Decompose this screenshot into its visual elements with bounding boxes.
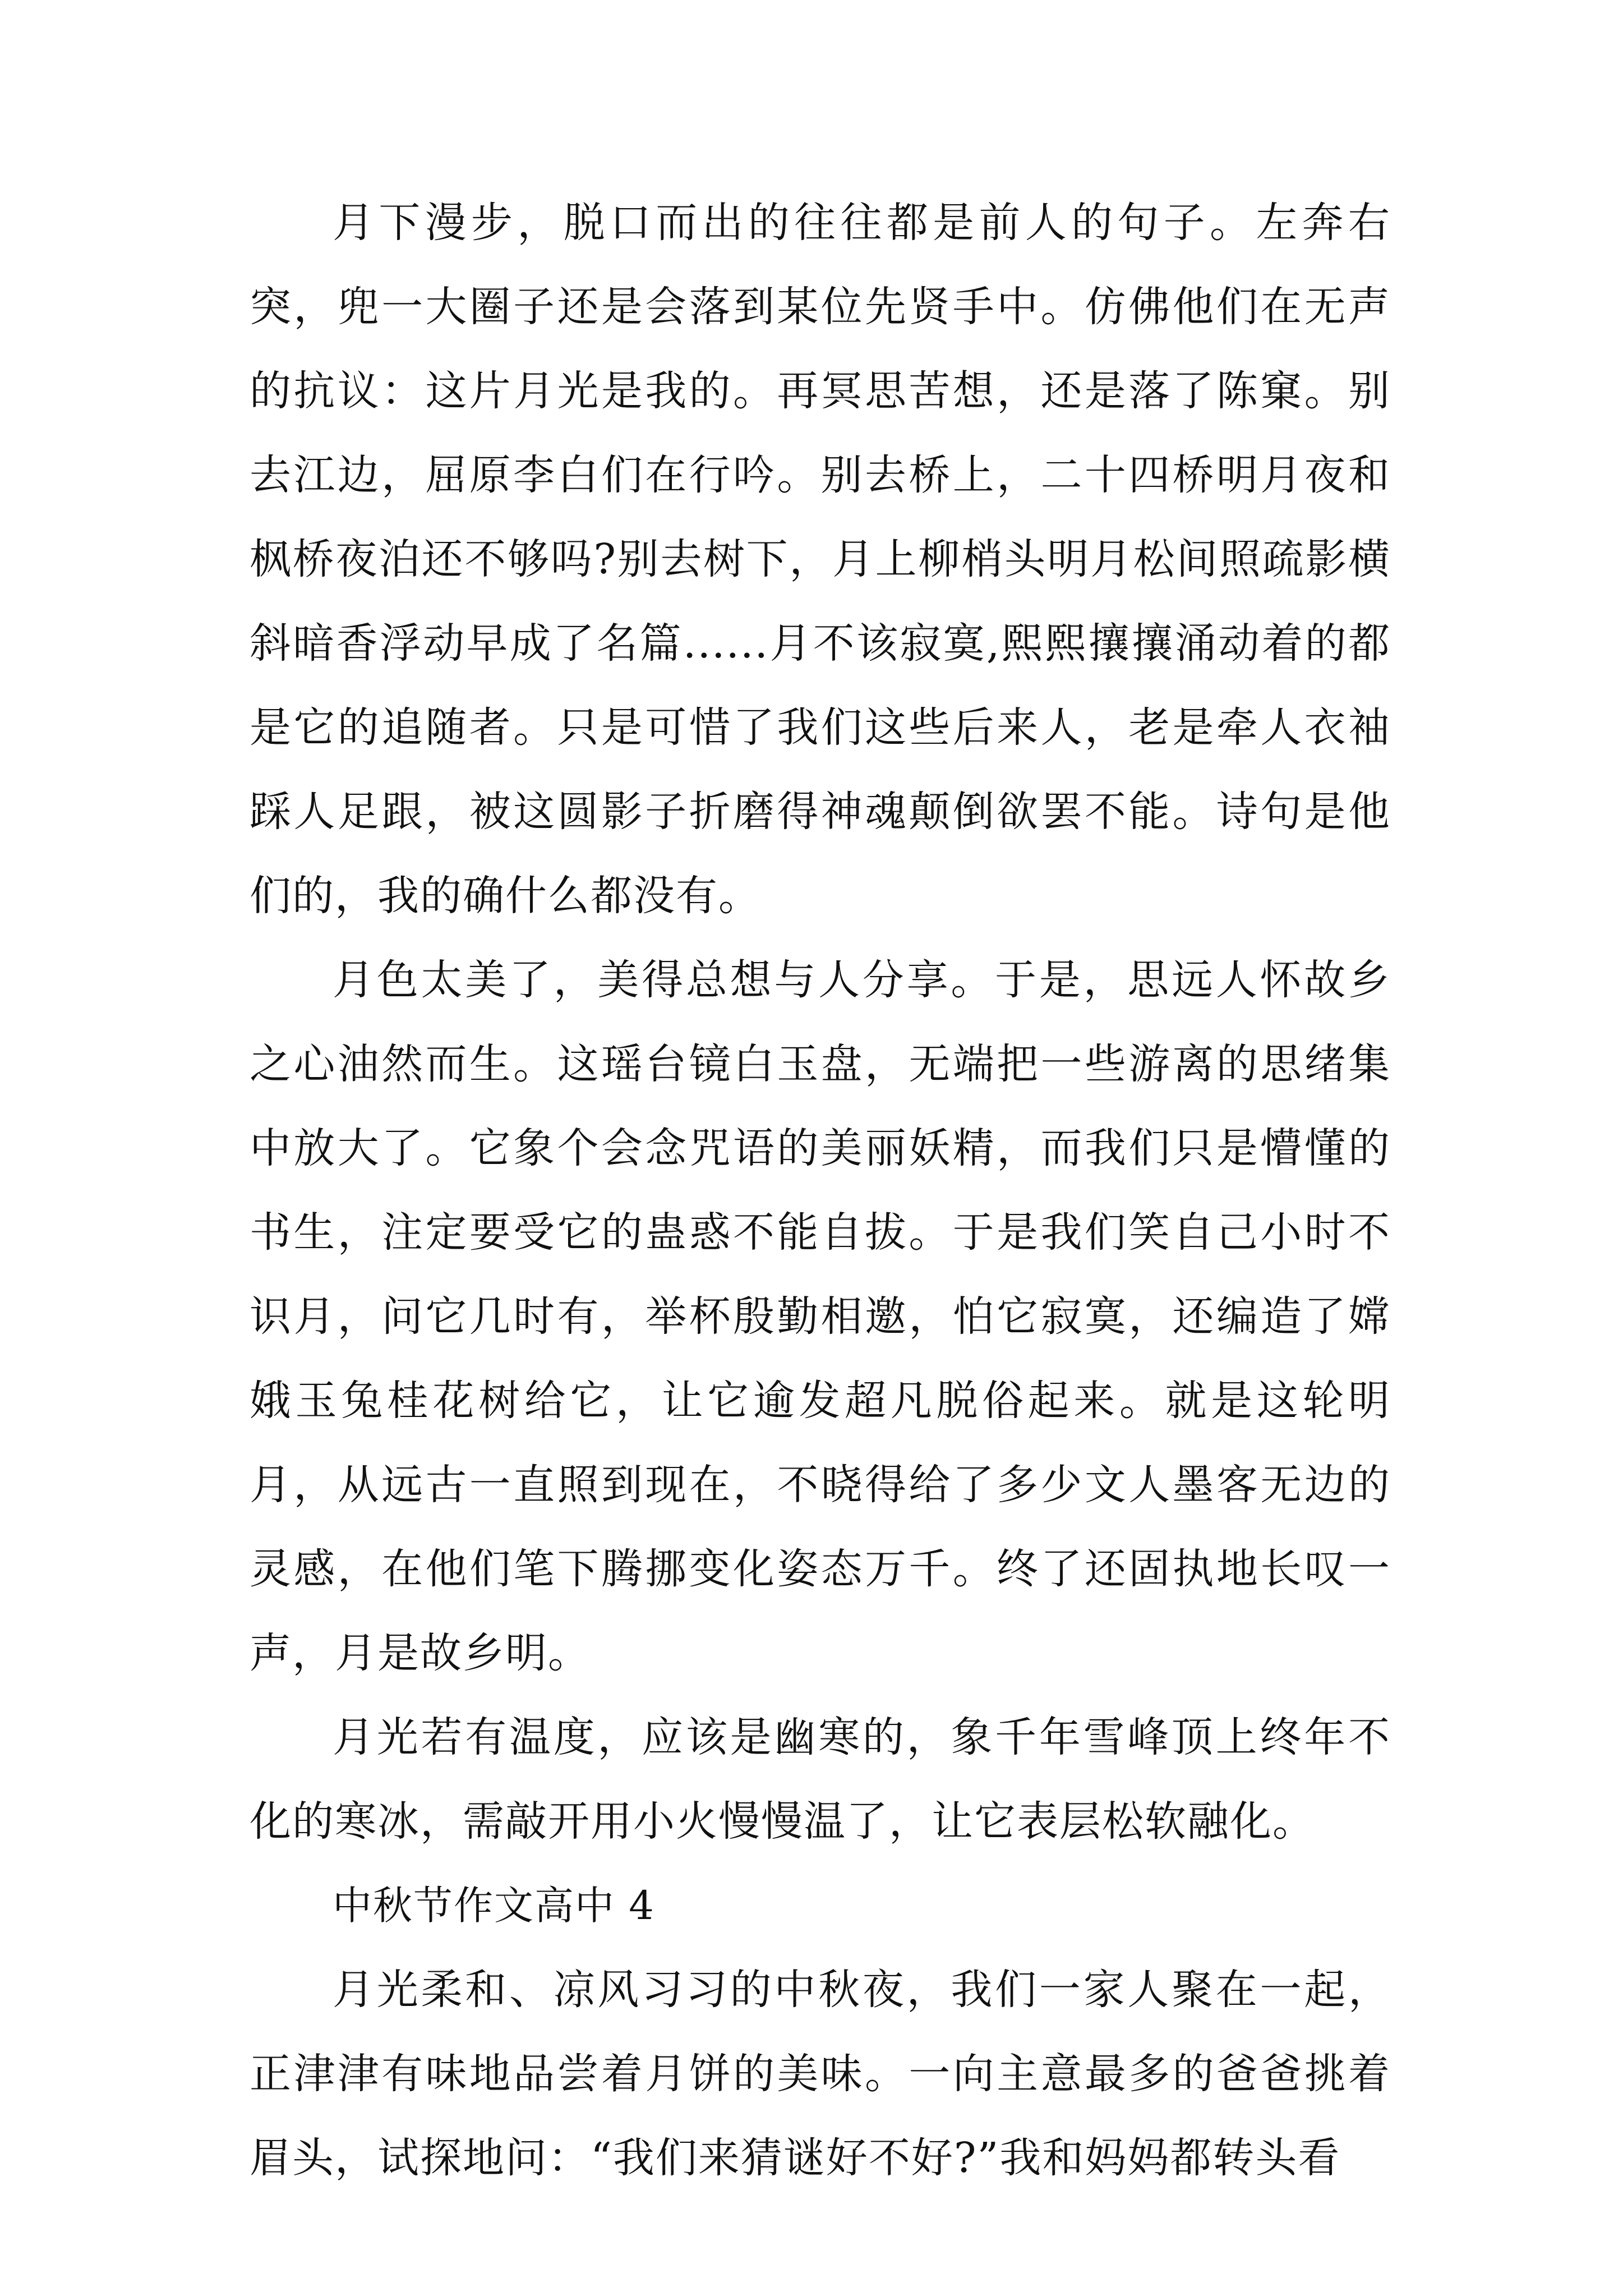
paragraph-moon-beauty: 月色太美了，美得总想与人分享。于是，思远人怀故乡之心油然而生。这瑶台镜白玉盘，无端把一些游离的思绪集中放大了。它象个会念咒语的美丽妖精，而我们只是懵懂的书生，注定要受它的蛊惑不能自拔。于是我们笑自己小时不识月，问它几时有，举杯殷勤相邀，怕它寂寞，还编造了嫦娥玉兔桂花树给它，让它逾发超凡脱俗起来。就是这轮明月，从远古一直照到现在，不晓得给了多少文人墨客无边的灵感，在他们笔下腾挪变化姿态万千。终了还固执地长叹一声，月是故乡明。 [250, 956, 1391, 1677]
paragraph-mid-autumn-night: 月光柔和、凉风习习的中秋夜，我们一家人聚在一起，正津津有味地品尝着月饼的美味。一向主意最多的爸爸挑着眉头，试探地问：“我们来猜谜好不好?”我和妈妈都转头看 [250, 1966, 1391, 2182]
paragraph-moon-temperature: 月光若有温度，应该是幽寒的，象千年雪峰顶上终年不化的寒冰，需敲开用小火慢慢温了，让它表层松软融化。 [250, 1713, 1391, 1846]
section-heading: 中秋节作文高中 4 [333, 1883, 655, 1929]
document-body [250, 181, 1391, 2200]
paragraph-moonlit-walk: 月下漫步，脱口而出的往往都是前人的句子。左奔右突，兜一大圈子还是会落到某位先贤手中。仿佛他们在无声的抗议：这片月光是我的。再冥思苦想，还是落了陈窠。别去江边，屈原李白们在行吟。别去桥上，二十四桥明月夜和枫桥夜泊还不够吗?别去树下，月上柳梢头明月松间照疏影横斜暗香浮动早成了名篇......月不该寂寞,熙熙攘攘涌动着的都是它的追随者。只是可惜了我们这些后来人，老是牵人衣袖踩人足跟，被这圆影子折磨得神魂颠倒欲罢不能。诗句是他们的，我的确什么都没有。 [250, 199, 1391, 920]
